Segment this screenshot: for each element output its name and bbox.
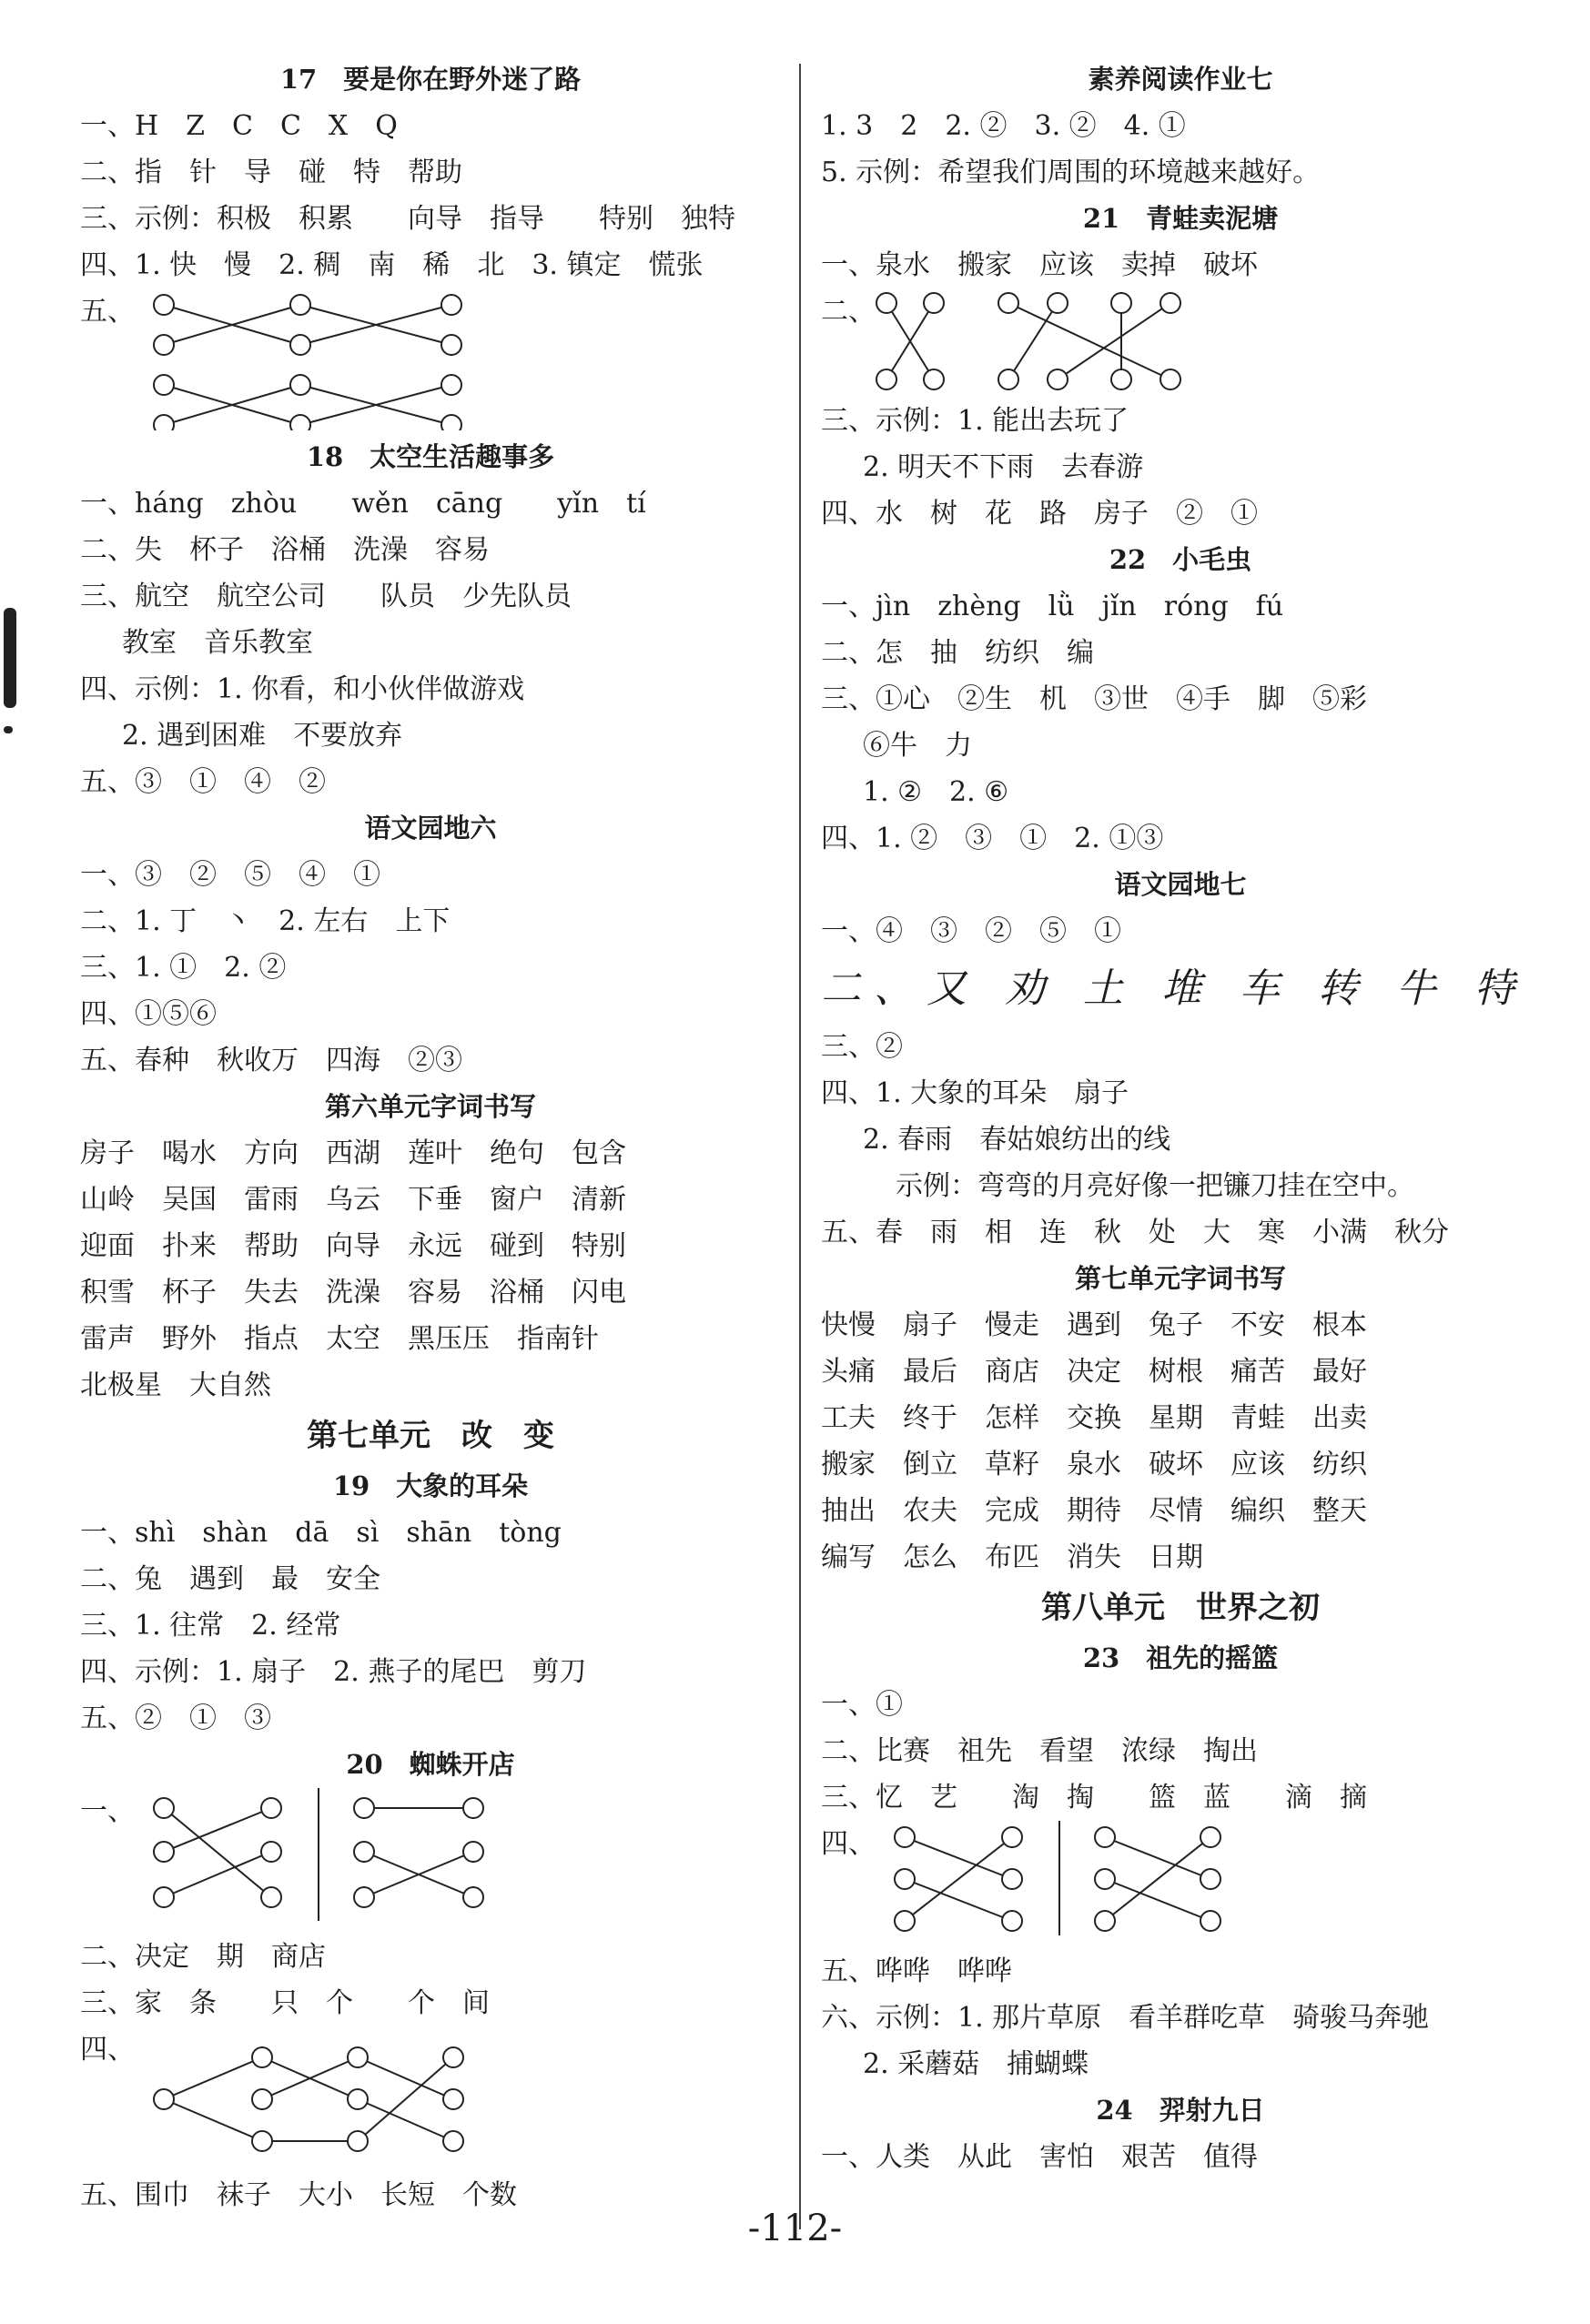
match-line: [358, 2057, 453, 2099]
answer-line: 二、1. 丁 丶 2. 左右 上下: [80, 905, 451, 937]
match-dot: [1111, 293, 1131, 313]
question-label: 四、: [80, 2034, 135, 2066]
left-column: [80, 56, 781, 2218]
match-dot: [441, 335, 461, 355]
answer-line: 四、示例：1. 扇子 2. 燕子的尾巴 剪刀: [80, 1656, 587, 1688]
match-dot: [1048, 369, 1068, 389]
match-dot: [463, 1842, 483, 1862]
answer-line: 三、家 条 只 个 个 间: [80, 1987, 490, 2019]
matching-lines: [821, 288, 1422, 394]
match-dot: [998, 369, 1018, 389]
match-dot: [154, 1798, 174, 1818]
answer-line: 二、指 针 导 碰 特 帮助: [80, 157, 462, 188]
matching-diagram: [80, 288, 781, 434]
match-dot: [290, 415, 310, 430]
match-dot: [924, 369, 944, 389]
match-line: [905, 1837, 1012, 1879]
match-dot: [252, 2131, 272, 2151]
match-dot: [261, 1842, 281, 1862]
match-dot: [924, 293, 944, 313]
section-title: 第七单元字词书写: [1074, 1263, 1286, 1294]
match-dot: [154, 1842, 174, 1862]
section-title: 素养阅读作业七: [1088, 64, 1273, 95]
match-dot: [463, 1887, 483, 1907]
match-line: [905, 1879, 1012, 1921]
match-dot: [1200, 1869, 1220, 1889]
answer-line: 2. 明天不下雨 去春游: [863, 451, 1144, 483]
match-dot: [354, 1887, 374, 1907]
match-dot: [290, 335, 310, 355]
column-divider: [799, 64, 801, 2229]
answer-line: 四、1. 快 慢 2. 稠 南 稀 北 3. 镇定 慌张: [80, 249, 704, 281]
answer-line: 山岭 吴国 雷雨 乌云 下垂 窗户 清新: [80, 1184, 626, 1216]
match-line: [358, 2057, 453, 2141]
answer-line: 四、水 树 花 路 房子 ② ①: [821, 498, 1258, 530]
answer-line: 五、围巾 袜子 大小 长短 个数: [80, 2179, 517, 2211]
match-dot: [154, 295, 174, 315]
answer-line: 五、春种 秋收万 四海 ②③: [80, 1045, 462, 1076]
match-dot: [443, 2089, 463, 2109]
section-title: 23 祖先的摇篮: [1082, 1642, 1279, 1673]
match-line: [164, 1852, 271, 1897]
answer-line: 一、háng zhòu wěn cāng yǐn tí: [80, 488, 646, 520]
match-dot: [252, 2089, 272, 2109]
answer-line: 房子 喝水 方向 西湖 莲叶 绝句 包含: [80, 1137, 626, 1169]
answer-line: 抽出 农夫 完成 期待 尽情 编织 整天: [821, 1495, 1367, 1527]
match-dot: [441, 295, 461, 315]
answer-line: 三、1. 往常 2. 经常: [80, 1610, 341, 1642]
match-line: [164, 2057, 262, 2099]
handwritten-answer: 二、又 劝 土 堆 车 转 牛 特: [821, 965, 1527, 1012]
answer-line: 四、示例：1. 你看，和小伙伴做游戏: [80, 673, 525, 705]
answer-line: 一、①: [821, 1689, 903, 1721]
answer-line: 四、①⑤⑥: [80, 998, 217, 1030]
match-dot: [261, 1798, 281, 1818]
answer-line: 三、①心 ②生 机 ③世 ④手 脚 ⑤彩: [821, 683, 1367, 715]
match-dot: [443, 2131, 463, 2151]
match-dot: [1111, 369, 1131, 389]
question-label: 四、: [821, 1828, 876, 1860]
answer-line: 四、1. 大象的耳朵 扇子: [821, 1077, 1129, 1109]
match-dot: [290, 375, 310, 395]
section-title: 语文园地七: [1114, 869, 1247, 900]
match-dot: [1095, 1827, 1115, 1847]
answer-line: 编写 怎么 布匹 消失 日期: [821, 1541, 1203, 1573]
answer-line: 2. 遇到困难 不要放弃: [122, 720, 403, 752]
match-dot: [463, 1798, 483, 1818]
answer-line: 2. 采蘑菇 捕蝴蝶: [863, 2048, 1089, 2080]
answer-line: 示例：弯弯的月亮好像一把镰刀挂在空中。: [896, 1170, 1414, 1202]
section-title: 语文园地六: [364, 813, 497, 844]
match-dot: [1095, 1911, 1115, 1931]
answer-line: 积雪 杯子 失去 洗澡 容易 浴桶 闪电: [80, 1277, 626, 1309]
answer-line: 一、jìn zhèng lǜ jǐn róng fú: [821, 591, 1284, 622]
answer-line: 头痛 最后 商店 决定 树根 痛苦 最好: [821, 1356, 1367, 1388]
match-dot: [354, 1842, 374, 1862]
matching-lines: [80, 1788, 499, 1930]
match-dot: [895, 1827, 915, 1847]
match-dot: [441, 415, 461, 430]
section-title: 18 太空生活趣事多: [306, 441, 555, 472]
match-dot: [154, 2089, 174, 2109]
answer-line: 1. 3 2 2. ② 3. ② 4. ①: [821, 110, 1186, 142]
match-dot: [1200, 1827, 1220, 1847]
answer-line: 雷声 野外 指点 太空 黑压压 指南针: [80, 1323, 599, 1355]
answer-line: 三、示例：1. 能出去玩了: [821, 405, 1129, 437]
matching-lines: [80, 2026, 499, 2168]
match-dot: [290, 295, 310, 315]
match-dot: [261, 1887, 281, 1907]
matching-diagram: [80, 1788, 781, 1934]
answer-line: 二、决定 期 商店: [80, 1941, 326, 1973]
answer-line: 三、示例：积极 积累 向导 指导 特别 独特: [80, 203, 735, 235]
question-label: 五、: [80, 296, 135, 328]
match-line: [164, 1808, 271, 1897]
answer-line: 三、航空 航空公司 队员 少先队员: [80, 581, 572, 612]
match-dot: [1095, 1869, 1115, 1889]
match-dot: [154, 415, 174, 430]
answer-line: 快慢 扇子 慢走 遇到 兔子 不安 根本: [821, 1309, 1367, 1341]
answer-line: 二、怎 抽 纺织 编: [821, 637, 1094, 669]
section-title: 24 羿射九日: [1096, 2095, 1265, 2126]
unit-title: 第七单元 改 变: [307, 1418, 554, 1454]
match-line: [905, 1837, 1012, 1921]
match-line: [164, 1808, 271, 1852]
answer-line: 一、人类 从此 害怕 艰苦 值得: [821, 2141, 1258, 2173]
answer-line: ⑥牛 力: [863, 730, 972, 762]
answer-line: 一、③ ② ⑤ ④ ①: [80, 859, 380, 891]
match-dot: [895, 1911, 915, 1931]
question-label: 二、: [821, 296, 876, 328]
match-line: [1105, 1879, 1210, 1921]
scan-mark: [4, 726, 13, 733]
answer-line: 2. 春雨 春姑娘纺出的线: [863, 1124, 1171, 1156]
answer-line: 五、② ① ③: [80, 1703, 271, 1734]
match-dot: [154, 335, 174, 355]
answer-line: 北极星 大自然: [80, 1369, 271, 1401]
section-title: 20 蜘蛛开店: [346, 1749, 515, 1780]
answer-line: 一、shì shàn dā sì shān tòng: [80, 1517, 562, 1549]
match-line: [164, 2099, 262, 2141]
answer-line: 教室 音乐教室: [122, 627, 313, 659]
match-dot: [1160, 293, 1180, 313]
match-dot: [154, 375, 174, 395]
answer-line: 五、③ ① ④ ②: [80, 766, 326, 798]
section-title: 第六单元字词书写: [324, 1091, 536, 1122]
match-dot: [348, 2047, 368, 2067]
match-dot: [354, 1798, 374, 1818]
matching-lines: [80, 288, 499, 430]
answer-line: 五、春 雨 相 连 秋 处 大 寒 小满 秋分: [821, 1217, 1449, 1248]
matching-diagram: [80, 2026, 781, 2172]
section-title: 17 要是你在野外迷了路: [279, 64, 582, 95]
matching-lines: [821, 1821, 1276, 1945]
section-title: 21 青蛙卖泥塘: [1082, 203, 1279, 234]
match-dot: [998, 293, 1018, 313]
answer-line: 三、1. ① 2. ②: [80, 952, 287, 984]
answer-line: 工夫 终于 怎样 交换 星期 青蛙 出卖: [821, 1402, 1367, 1434]
match-dot: [441, 375, 461, 395]
match-dot: [876, 293, 896, 313]
matching-diagram: [821, 288, 1540, 398]
match-line: [1105, 1837, 1210, 1921]
answer-line: 搬家 倒立 草籽 泉水 破坏 应该 纺织: [821, 1449, 1367, 1480]
match-dot: [1002, 1911, 1022, 1931]
section-title: 19 大象的耳朵: [332, 1470, 529, 1501]
answer-line: 四、1. ② ③ ① 2. ①③: [821, 823, 1164, 854]
match-dot: [348, 2131, 368, 2151]
match-dot: [1160, 369, 1180, 389]
answer-line: 一、泉水 搬家 应该 卖掉 破坏: [821, 249, 1258, 281]
unit-title: 第八单元 世界之初: [1041, 1590, 1320, 1626]
match-dot: [1200, 1911, 1220, 1931]
match-dot: [1002, 1869, 1022, 1889]
section-title: 22 小毛虫: [1109, 544, 1252, 575]
answer-line: 六、示例：1. 那片草原 看羊群吃草 骑骏马奔驰: [821, 2002, 1430, 2034]
match-dot: [443, 2047, 463, 2067]
answer-line: 5. 示例：希望我们周围的环境越来越好。: [821, 157, 1321, 188]
match-line: [1105, 1837, 1210, 1879]
match-dot: [876, 369, 896, 389]
match-line: [1058, 303, 1170, 379]
match-dot: [154, 1887, 174, 1907]
answer-line: 二、失 杯子 浴桶 洗澡 容易: [80, 534, 490, 566]
answer-line: 迎面 扑来 帮助 向导 永远 碰到 特别: [80, 1230, 626, 1262]
answer-line: 1. ② 2. ⑥: [863, 776, 1009, 808]
answer-line: 五、哗哗 哗哗: [821, 1955, 1012, 1987]
match-dot: [252, 2047, 272, 2067]
page-number: -112-: [747, 2208, 843, 2249]
match-line: [358, 2099, 453, 2141]
right-column: [821, 56, 1540, 2180]
question-label: 一、: [80, 1795, 135, 1827]
match-dot: [895, 1869, 915, 1889]
answer-line: 二、兔 遇到 最 安全: [80, 1563, 380, 1595]
answer-line: 一、H Z C C X Q: [80, 110, 398, 142]
answer-line: 一、④ ③ ② ⑤ ①: [821, 915, 1121, 947]
match-dot: [1048, 293, 1068, 313]
match-dot: [1002, 1827, 1022, 1847]
matching-diagram: [821, 1821, 1540, 1948]
match-dot: [348, 2089, 368, 2109]
answer-line: 二、比赛 祖先 看望 浓绿 掏出: [821, 1735, 1258, 1767]
answer-line: 三、②: [821, 1031, 903, 1063]
scan-mark: [4, 608, 16, 708]
answer-line: 三、忆 艺 淘 掏 篮 蓝 滴 摘: [821, 1782, 1367, 1814]
